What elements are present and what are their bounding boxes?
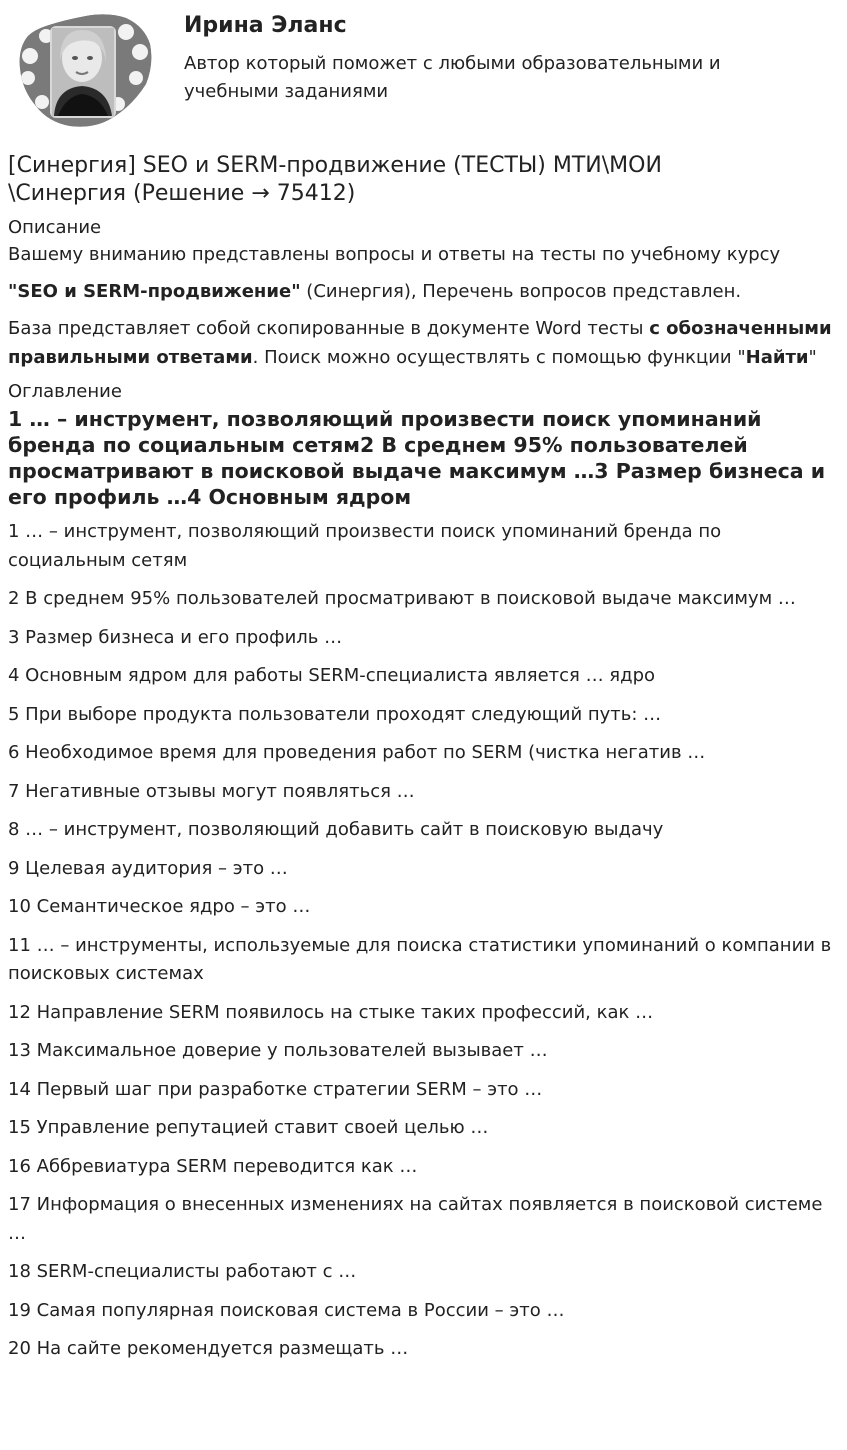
intro-p3-mid: . Поиск можно осуществлять с помощью функции " xyxy=(252,347,746,368)
question-item: 8 … – инструмент, позволяющий добавить сайт в поисковую выдачу xyxy=(8,819,664,840)
question-item: 20 На сайте рекомендуется размещать … xyxy=(8,1338,409,1359)
question-item: 16 Аббревиатура SERM переводится как … xyxy=(8,1155,418,1177)
question-item: 3 Размер бизнеса и его профиль … xyxy=(8,626,343,648)
toc-heading: 1 … – инструмент, позволяющий произвести поиск упоминаний бренда по социальным сетям2 В среднем 95% пользователей просматривают в поисковой выдаче максимум …3 Размер бизнеса и его профиль …4 Основным ядром xyxy=(8,407,826,509)
question-item: 19 Самая популярная поисковая система в России – это … xyxy=(8,1299,565,1321)
intro-p3-find: Найти xyxy=(745,347,809,368)
avatar[interactable] xyxy=(8,8,158,132)
toc-label: Оглавление xyxy=(8,381,122,402)
question-item: 11 … – инструменты, используемые для поиска статистики упоминаний о компании в поисковых системах xyxy=(8,934,832,984)
question-item: 12 Направление SERM появилось на стыке таких профессий, как … xyxy=(8,1001,654,1023)
question-item: 18 SERM-специалисты работают с … xyxy=(8,1261,357,1282)
question-item: 17 Информация о внесенных изменениях на сайтах появляется в поисковой системе … xyxy=(8,1194,823,1244)
question-list xyxy=(8,518,839,1364)
intro-paragraph-2-rest: (Синергия), Перечень вопросов представлен. xyxy=(300,281,742,302)
question-item: 5 При выборе продукта пользователи проходят следующий путь: … xyxy=(8,703,662,725)
question-item: 6 Необходимое время для проведения работ по SERM (чистка негатив … xyxy=(8,742,706,763)
author-name[interactable]: Ирина Эланс xyxy=(184,13,347,38)
film-reel-avatar-icon xyxy=(8,8,158,132)
intro-paragraph-1: Вашему вниманию представлены вопросы и ответы на тесты по учебному курсу xyxy=(8,244,781,265)
author-card xyxy=(8,8,839,136)
question-item: 13 Максимальное доверие у пользователей вызывает … xyxy=(8,1040,548,1061)
description-label: Описание xyxy=(8,217,102,238)
question-item: 2 В среднем 95% пользователей просматривают в поисковой выдаче максимум … xyxy=(8,588,796,609)
question-item: 4 Основным ядром для работы SERM-специалиста является … ядро xyxy=(8,665,656,686)
document-title: [Синергия] SEO и SERM-продвижение (ТЕСТЫ) МТИ\МОИ \Синергия (Решение → 75412) xyxy=(8,153,662,206)
intro-p3-end: " xyxy=(808,347,817,368)
question-item: 10 Семантическое ядро – это … xyxy=(8,896,311,917)
intro-paragraph-3 xyxy=(8,314,839,372)
question-item: 9 Целевая аудитория – это … xyxy=(8,857,288,879)
author-description: Автор который поможет с любыми образовательными и учебными заданиями xyxy=(184,53,721,102)
intro-paragraph-2 xyxy=(8,277,839,306)
author-info xyxy=(184,8,784,106)
question-item: 7 Негативные отзывы могут появляться … xyxy=(8,780,415,802)
intro-p3-start: База представляет собой скопированные в документе Word тесты xyxy=(8,318,650,339)
question-item: 14 Первый шаг при разработке стратегии SERM – это … xyxy=(8,1078,543,1100)
question-item: 1 … – инструмент, позволяющий произвести поиск упоминаний бренда по социальным сетям xyxy=(8,521,722,571)
question-item: 15 Управление репутацией ставит своей целью … xyxy=(8,1117,489,1138)
intro-p3-bold: с обозначенными правильными ответами xyxy=(8,318,832,368)
course-name: "SEO и SERM-продвижение" xyxy=(8,281,301,302)
